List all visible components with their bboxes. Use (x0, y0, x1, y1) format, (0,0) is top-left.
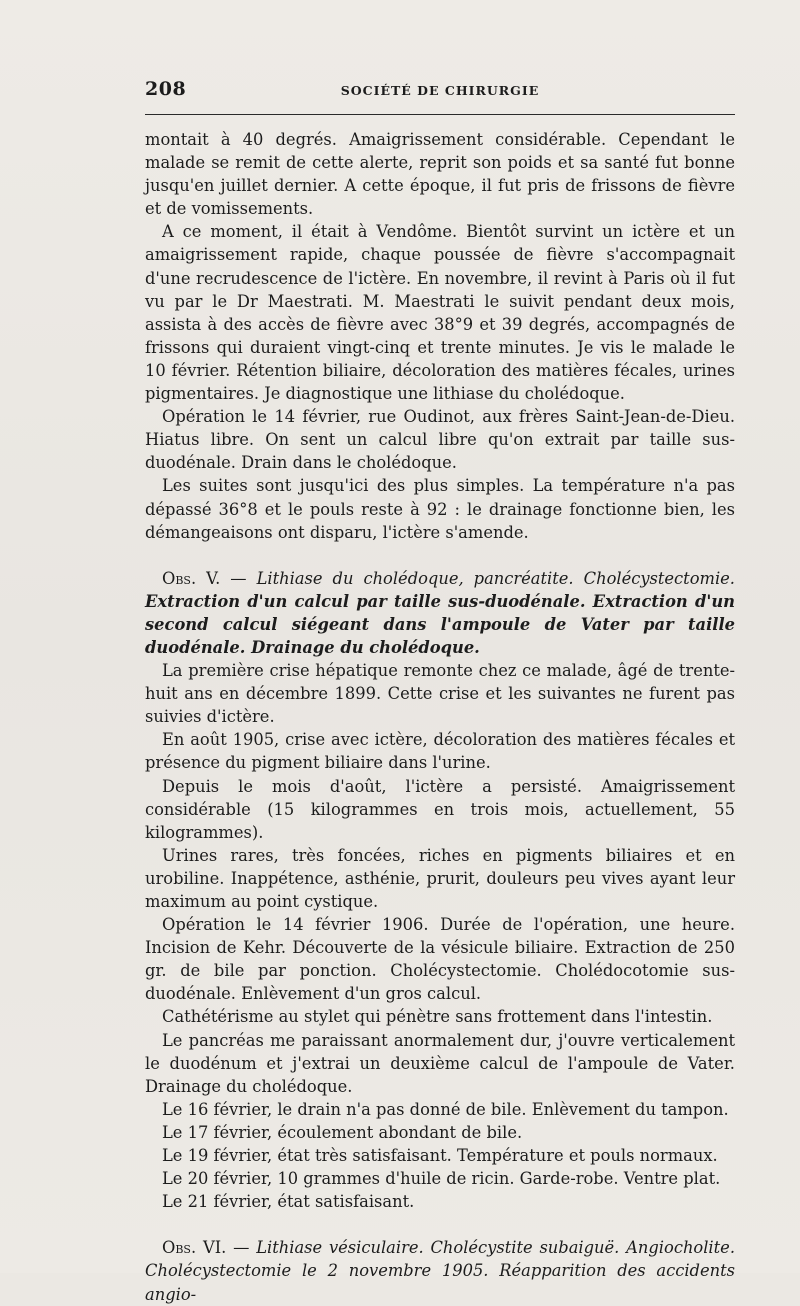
paragraph: Opération le 14 février 1906. Durée de l'opération, une heure. Incision de Kehr. Découverte de la vésicule biliaire. Extraction de 250 gr. de bile par ponction. Cholécystectomie. Cholédocotomie sus-duodénale. Enlèvement d'un gros calcul. (145, 915, 735, 1004)
paragraph: Le 17 février, écoulement abondant de bile. (162, 1122, 523, 1142)
paragraph: Le 19 février, état très satisfaisant. Température et pouls normaux. (162, 1146, 718, 1166)
paragraph: Opération le 14 février, rue Oudinot, aux frères Saint-Jean-de-Dieu. Hiatus libre. On sent un calcul libre qu'on extrait par taille sus-duodénale. Drain dans le cholédoque. (145, 407, 735, 473)
observation-title: Lithiase du cholédoque, pancréatite. Cholécystectomie. (256, 568, 735, 588)
paragraph: Les suites sont jusqu'ici des plus simples. La température n'a pas dépassé 36°8 et le pouls reste à 92 : le drainage fonctionne bien, les démangeaisons ont disparu, l'ictère s'amende. (145, 476, 735, 542)
observation-heading (145, 567, 735, 659)
observation-heading (145, 1236, 735, 1305)
paragraph: Le 21 février, état satisfaisant. (162, 1192, 415, 1212)
paragraph: Urines rares, très foncées, riches en pigments biliaires et en urobiline. Inappétence, asthénie, prurit, douleurs peu vives ayant leur maximum au point cystique. (145, 845, 735, 911)
paragraph: Le pancréas me paraissant anormalement dur, j'ouvre verticalement le duodénum et j'extrai un deuxième calcul de l'ampoule de Vater. Drainage du cholédoque. (145, 1030, 735, 1096)
observation-label: Obs. V. — (162, 568, 247, 588)
body-text (145, 128, 735, 1306)
paragraph: Le 16 février, le drain n'a pas donné de bile. Enlèvement du tampon. (162, 1099, 729, 1119)
paragraph: Le 20 février, 10 grammes d'huile de ricin. Garde-robe. Ventre plat. (162, 1169, 721, 1189)
observation-title-continued: Extraction d'un calcul par taille sus-duodénale. Extraction d'un second calcul siégeant dans l'ampoule de Vater par taille duodénale. Drainage du cholédoque. (145, 591, 735, 657)
paragraph: A ce moment, il était à Vendôme. Bientôt survint un ictère et un amaigrissement rapide, chaque poussée de fièvre s'accompagnait d'une recrudescence de l'ictère. En novembre, il revint à Paris où il fut vu par le Dr Maestrati. M. Maestrati le suivit pendant deux mois, assista à des accès de fièvre avec 38°9 et 39 degrés, accompagnés de frissons qui duraient vingt-cinq et trente minutes. Je vis le malade le 10 février. Rétention biliaire, décoloration des matières fécales, urines pigmentaires. Je diagnostique une lithiase du cholédoque. (145, 222, 735, 404)
paragraph: La première crise hépatique remonte chez ce malade, âgé de trente-huit ans en décembre 1899. Cette crise et les suivantes ne furent pas suivies d'ictère. (145, 661, 735, 727)
header-rule (145, 114, 735, 115)
running-head: SOCIÉTÉ DE CHIRURGIE (340, 83, 540, 98)
paragraph: Depuis le mois d'août, l'ictère a persisté. Amaigrissement considérable (15 kilogrammes en trois mois, actuellement, 55 kilogrammes). (145, 776, 735, 842)
paragraph: Cathétérisme au stylet qui pénètre sans frottement dans l'intestin. (162, 1007, 713, 1027)
observation-label: Obs. VI. — (162, 1238, 250, 1258)
observation-title: Lithiase vésiculaire. Cholécystite subaiguë. Angiocholite. Cholécystectomie le 2 novembre 1905. Réapparition des accidents angio- (145, 1238, 735, 1304)
page-number: 208 (145, 78, 187, 100)
paragraph: En août 1905, crise avec ictère, décoloration des matières fécales et présence du pigment biliaire dans l'urine. (145, 730, 735, 773)
paragraph: montait à 40 degrés. Amaigrissement considérable. Cependant le malade se remit de cette alerte, reprit son poids et sa santé fut bonne jusqu'en juillet dernier. A cette époque, il fut pris de frissons de fièvre et de vomissements. (145, 130, 735, 219)
page-header (145, 74, 735, 104)
